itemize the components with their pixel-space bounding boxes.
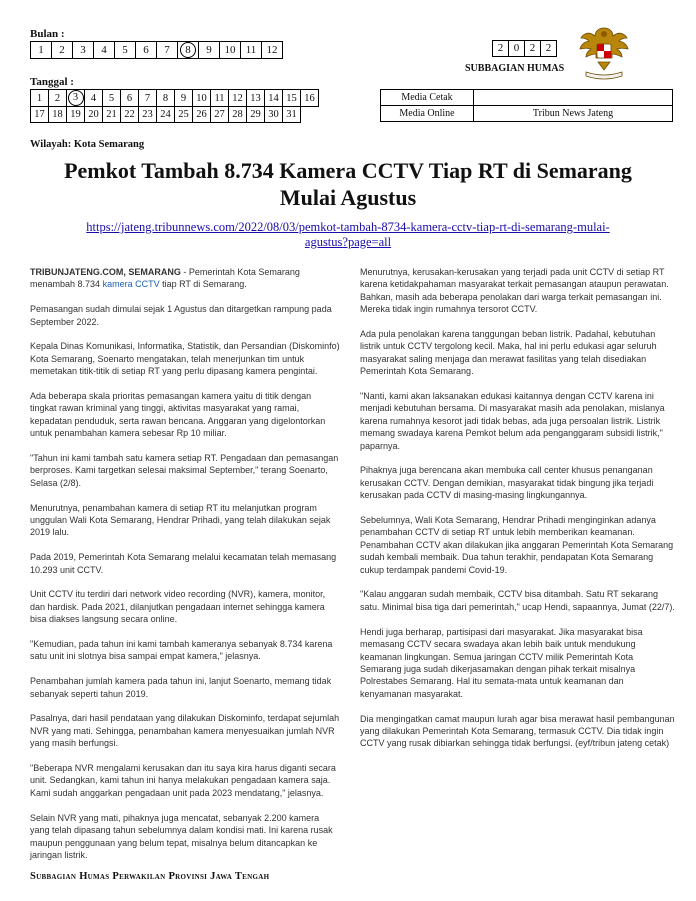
tanggal-cell: 24 <box>157 107 175 123</box>
article-paragraph: Selain NVR yang mati, pihaknya juga mencatat, sebanyak 2.200 kamera yang telah dipasang tahun sebelumnya dalam kondisi mati. Ini karena rusak maupun penggunaan yang belum tepat, misalnya belum ditancapkan ke jaringan listrik. <box>30 812 333 860</box>
article-paragraph: Dia mengingatkan camat maupun lurah agar bisa merawat hasil pembangunan yang dilakukan Pemerintah Kota Semarang, termasuk CCTV. Dia tidak ingin CCTV yang rusak dibiarkan sehingga tidak berfungsi. (eyf/tribun jateng cetak) <box>360 713 675 749</box>
tanggal-cell: 30 <box>265 107 283 123</box>
tanggal-cell: 12 <box>229 90 247 107</box>
article-paragraph: Menurutnya, kerusakan-kerusakan yang terjadi pada unit CCTV di setiap RT karena ketidakpahaman masyarakat terkait pemasangan ataupun perawatan. Bahkan, masih ada beberapa penolakan dari warga terkait pemasangan ini. Mereka tidak ingin rumahnya tersorot CCTV. <box>360 267 669 315</box>
article-paragraph: "Nanti, kami akan laksanakan edukasi kaitannya dengan CCTV karena ini menjadi kebutuhan bersama. Di masyarakat masih ada penolakan, mislanya karena rumahnya kesorot jadi tidak bebas, ada juga persoalan listrik. Listrik memang swadaya karena Pemkot belum ada penganggaram subsidi listrik," paparnya. <box>360 391 665 451</box>
tanggal-grid <box>30 89 319 123</box>
title-line-1: Pemkot Tambah 8.734 Kamera CCTV Tiap RT di Semarang <box>64 158 632 183</box>
garuda-emblem-icon <box>578 22 630 85</box>
tanggal-cell: 28 <box>229 107 247 123</box>
tanggal-cell: 15 <box>283 90 301 107</box>
left-column <box>30 266 340 874</box>
bulan-cell: 12 <box>262 42 283 59</box>
title-line-2: Mulai Agustus <box>279 185 417 210</box>
bulan-grid <box>30 41 283 59</box>
wilayah-label: Wilayah: Kota Semarang <box>30 139 145 150</box>
media-table <box>380 89 673 122</box>
article-paragraph: "Kalau anggaran sudah membaik, CCTV bisa ditambah. Satu RT sekarang satu. Minimal bisa tiga dari pemerintah," ucap Hendi, sapaannya, Jumat (22/7). <box>360 589 675 612</box>
tanggal-cell: 8 <box>157 90 175 107</box>
selected-circle: 3 <box>68 90 84 106</box>
url-line-1[interactable]: https://jateng.tribunnews.com/2022/08/03/pemkot-tambah-8734-kamera-cctv-tiap-rt-di-semarang-mulai- <box>86 220 610 234</box>
tanggal-cell: 9 <box>175 90 193 107</box>
bulan-cell: 6 <box>136 42 157 59</box>
article-paragraph: Pihaknya juga berencana akan membuka call center khusus penanganan kerusakan CCTV. Dengan demikian, masyarakat tidak bingung jika terjadi kerusakan pada CCTV di masing-masing lingkungannya. <box>360 465 654 501</box>
media-cetak-value <box>474 90 673 106</box>
bulan-cell: 11 <box>241 42 262 59</box>
tanggal-cell: 13 <box>247 90 265 107</box>
bulan-cell: 10 <box>220 42 241 59</box>
bulan-cell: 3 <box>73 42 94 59</box>
lead-text-a: - Pemerintah Kota Semarang menambah 8.734 <box>30 267 300 290</box>
article-paragraph: "Tahun ini kami tambah satu kamera setiap RT. Pengadaan dan pemasangan berproses. Kami targetkan selesai maksimal September," terang Soenarto, Selasa (2/8). <box>30 453 339 488</box>
media-cetak-label: Media Cetak <box>381 90 474 106</box>
article-paragraph: Kepala Dinas Komunikasi, Informatika, Statistik, dan Persandian (Diskominfo) Kota Semarang, Soenarto mengatakan, telah menerjunkan tim untuk memetakan titik-titik di setiap RT yang perlu dipasang kamera pengintai. <box>30 341 340 377</box>
tanggal-cell: 18 <box>49 107 67 123</box>
tanggal-cell: 22 <box>121 107 139 123</box>
article-paragraph: Hendi juga berharap, partisipasi dari masyarakat. Jika masyarakat bisa memasang CCTV secara swadaya akan lebih baik untuk mendukung keamanan lingkungan. Semua jaringan CCTV milik Pemerintah Kota Semarang juga sudah dikerjasamakan dengan pihak terkait misalnya Polrestabes Semarang. Hal itu semata-mata untuk keamanan dan kenyamanan masyarakat. <box>360 626 643 699</box>
right-column <box>360 266 675 762</box>
cctv-link[interactable]: kamera CCTV <box>102 279 160 290</box>
tanggal-cell: 16 <box>301 90 319 107</box>
bulan-label: Bulan : <box>30 28 65 40</box>
article-url-link[interactable] <box>30 220 666 250</box>
tanggal-cell: 11 <box>211 90 229 107</box>
article-paragraph: Unit CCTV itu terdiri dari network video recording (NVR), kamera, monitor, dan hardisk. Pada 2021, dilanjutkan pengadaan internet sehingga kamera bisa diakses langsung secara online. <box>30 589 326 625</box>
footer-text: Subbagian Humas Perwakilan Provinsi Jawa Tengah <box>30 871 270 882</box>
bulan-cell: 1 <box>31 42 52 59</box>
article-paragraph: Sebelumnya, Wali Kota Semarang, Hendrar Prihadi menginginkan adanya penambahan CCTV di setiap RT untuk lebih memberikan keamanan. Penambahan CCTV akan dilakukan jika anggaran Pemerintah Kota Semarang sudah kembali membaik. Dua tahun terakhir, pendapatan Kota Semarang cukup terdampak pandemi Covid-19. <box>360 515 674 575</box>
tanggal-cell: 14 <box>265 90 283 107</box>
tanggal-cell: 27 <box>211 107 229 123</box>
tanggal-cell: 4 <box>85 90 103 107</box>
tanggal-cell: 25 <box>175 107 193 123</box>
year-digit-cell: 2 <box>525 41 541 57</box>
tanggal-cell <box>67 90 85 107</box>
lead-text-b: tiap RT di Semarang. <box>159 279 247 290</box>
article-paragraph: Pasalnya, dari hasil pendataan yang dilakukan Diskominfo, terdapat sejumlah NVR yang mati. Sehingga, penambahan kamera menyesuaikan jumlah NVR yang masih berfungsi. <box>30 713 340 749</box>
article-paragraph: Ada pula penolakan karena tanggungan beban listrik. Padahal, kebutuhan listrik untuk CCTV tergolong kecil. Maka, hal ini perlu edukasi agar seluruh masyarakat saling menjaga dan merawat fasilitas yang telah disediakan Pemerintah Kota Semarang. <box>360 329 657 377</box>
url-line-2[interactable]: agustus?page=all <box>304 235 392 249</box>
tanggal-cell: 26 <box>193 107 211 123</box>
tanggal-cell: 29 <box>247 107 265 123</box>
bulan-cell: 5 <box>115 42 136 59</box>
bulan-cell: 7 <box>157 42 178 59</box>
bulan-cell: 2 <box>52 42 73 59</box>
lead-paragraph <box>30 266 340 291</box>
bulan-cell: 9 <box>199 42 220 59</box>
tanggal-cell: 10 <box>193 90 211 107</box>
year-digit-cell: 0 <box>509 41 525 57</box>
article-paragraph: Ada beberapa skala prioritas pemasangan kamera yaitu di titik dengan tingkat rawan kriminal yang tinggi, aktivitas masyarakat yang ramai, kepadatan penduduk, serta rawan bencana. Anggaran yang digelontorkan untuk penambahan kamera sebesar Rp 10 miliar. <box>30 391 326 439</box>
tanggal-cell: 19 <box>67 107 85 123</box>
tanggal-cell: 6 <box>121 90 139 107</box>
tanggal-cell: 1 <box>31 90 49 107</box>
article-paragraph: Menurutnya, penambahan kamera di setiap RT itu melanjutkan program unggulan Wali Kota Semarang, Hendrar Prihadi, yang telah dilakukan sejak 2019 lalu. <box>30 502 331 538</box>
tanggal-cell: 31 <box>283 107 301 123</box>
article-paragraph: Pada 2019, Pemerintah Kota Semarang melalui kecamatan telah memasang 10.293 unit CCTV. <box>30 552 337 575</box>
tanggal-cell: 20 <box>85 107 103 123</box>
tanggal-label: Tanggal : <box>30 76 74 88</box>
tanggal-cell: 5 <box>103 90 121 107</box>
tanggal-cell: 23 <box>139 107 157 123</box>
tanggal-cell: 2 <box>49 90 67 107</box>
year-digit-cell: 2 <box>493 41 509 57</box>
article-paragraph: "Beberapa NVR mengalami kerusakan dan itu saya kira harus diganti secara unit. Sedangkan, kami tahun ini hanya melakukan pengadaan kamera saja. Kami sudah anggarkan pengadaan unit pada 2023 mendatang," jelasnya. <box>30 763 336 798</box>
lead-source: TRIBUNJATENG.COM, SEMARANG <box>30 267 181 277</box>
article-paragraph: Penambahan jumlah kamera pada tahun ini, lanjut Soenarto, memang tidak sebanyak seperti tahun 2019. <box>30 676 332 699</box>
article-paragraph: Pemasangan sudah dimulai sejak 1 Agustus dan ditargetkan rampung pada September 2022. <box>30 304 332 327</box>
year-digit-cell: 2 <box>541 41 557 57</box>
article-paragraph: "Kemudian, pada tahun ini kami tambah kameranya sebanyak 8.734 karena satu unit ini slotnya bisa sampai empat kamera," jelasnya. <box>30 639 333 662</box>
media-online-value: Tribun News Jateng <box>474 106 673 122</box>
bulan-cell: 4 <box>94 42 115 59</box>
media-online-label: Media Online <box>381 106 474 122</box>
tanggal-cell: 17 <box>31 107 49 123</box>
selected-circle: 8 <box>180 42 196 58</box>
subbagian-label: SUBBAGIAN HUMAS <box>465 63 565 74</box>
article-title <box>20 157 676 211</box>
year-grid <box>492 40 557 57</box>
bulan-cell <box>178 42 199 59</box>
tanggal-cell: 21 <box>103 107 121 123</box>
tanggal-cell: 7 <box>139 90 157 107</box>
